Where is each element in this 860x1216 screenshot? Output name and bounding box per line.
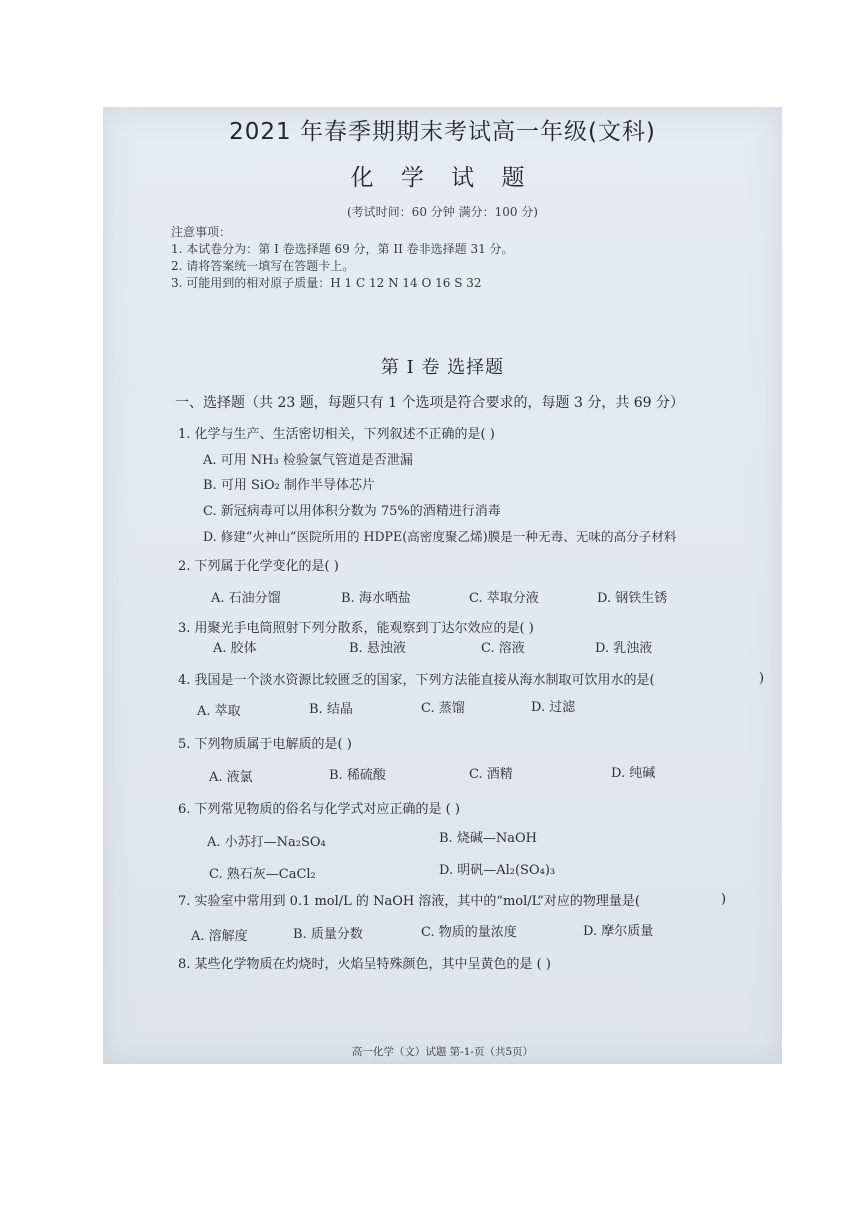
question-6-option-c: C. 熟石灰—CaCl₂ <box>209 867 316 882</box>
question-2-stem: 2. 下列属于化学变化的是( ) <box>178 559 339 574</box>
question-1-stem: 1. 化学与生产、生活密切相关，下列叙述不正确的是( ) <box>178 427 495 442</box>
section-instructions: 一、选择题（共 23 题，每题只有 1 个选项是符合要求的，每题 3 分，共 69 分） <box>175 395 685 411</box>
note-item-2: 2. 请将答案统一填写在答题卡上。 <box>171 259 355 273</box>
notes-heading: 注意事项： <box>171 225 232 239</box>
question-5-option-d: D. 纯碱 <box>611 766 656 781</box>
question-4-option-a: A. 萃取 <box>197 704 241 719</box>
question-5-option-b: B. 稀硫酸 <box>329 768 386 783</box>
question-2-option-c: C. 萃取分液 <box>469 591 539 606</box>
question-4-bracket: ) <box>759 671 765 686</box>
question-1-option-c: C. 新冠病毒可以用体积分数为 75%的酒精进行消毒 <box>203 504 501 519</box>
question-1-option-a: A. 可用 NH₃ 检验氯气管道是否泄漏 <box>203 453 413 468</box>
exam-title: 2021 年春季期期末考试高一年级(文科) <box>229 119 656 145</box>
note-item-3: 3. 可能用到的相对原子质量：H 1 C 12 N 14 O 16 S 32 <box>171 276 482 290</box>
question-4-option-d: D. 过滤 <box>531 700 576 715</box>
question-4-option-c: C. 蒸馏 <box>421 701 465 716</box>
question-7-option-b: B. 质量分数 <box>293 927 363 942</box>
question-3-stem: 3. 用聚光手电筒照射下列分散系，能观察到丁达尔效应的是( ) <box>178 621 534 636</box>
section-title: 第 I 卷 选择题 <box>380 357 505 378</box>
question-6-option-d: D. 明矾—Al₂(SO₄)₃ <box>439 863 556 878</box>
question-1-option-d: D. 修建“火神山”医院所用的 HDPE(高密度聚乙烯)膜是一种无毒、无味的高分子材料 <box>203 529 677 544</box>
question-5-option-a: A. 液氯 <box>209 770 253 785</box>
question-2-option-a: A. 石油分馏 <box>211 591 281 606</box>
note-item-1: 1. 本试卷分为：第 I 卷选择题 69 分，第 II 卷非选择题 31 分。 <box>171 242 514 256</box>
question-4-stem: 4. 我国是一个淡水资源比较匮乏的国家，下列方法能直接从海水制取可饮用水的是( <box>178 673 655 688</box>
question-7-option-a: A. 溶解度 <box>191 929 248 944</box>
question-4-option-b: B. 结晶 <box>309 702 353 717</box>
page-footer: 高一化学（文）试题 第-1-页（共5页） <box>351 1046 534 1058</box>
question-7-option-c: C. 物质的量浓度 <box>421 925 517 940</box>
question-6-option-a: A. 小苏打—Na₂SO₄ <box>207 835 326 850</box>
question-5-option-c: C. 酒精 <box>469 767 513 782</box>
question-8-stem: 8. 某些化学物质在灼烧时，火焰呈特殊颜色，其中呈黄色的是 ( ) <box>178 957 551 972</box>
question-3-option-c: C. 溶液 <box>481 641 525 656</box>
question-2-option-d: D. 钢铁生锈 <box>597 591 668 606</box>
question-3-option-b: B. 悬浊液 <box>349 641 406 656</box>
question-7-bracket: ) <box>721 892 727 907</box>
question-7-option-d: D. 摩尔质量 <box>583 924 654 939</box>
exam-info: (考试时间：60 分钟 满分：100 分) <box>347 205 538 219</box>
question-3-option-a: A. 胶体 <box>213 641 257 656</box>
question-6-stem: 6. 下列常见物质的俗名与化学式对应正确的是 ( ) <box>178 802 460 817</box>
question-6-option-b: B. 烧碱—NaOH <box>439 831 537 846</box>
subject-title: 化 学 试 题 <box>350 165 535 191</box>
question-5-stem: 5. 下列物质属于电解质的是( ) <box>178 737 352 752</box>
question-2-option-b: B. 海水晒盐 <box>341 591 411 606</box>
question-7-stem: 7. 实验室中常用到 0.1 mol/L 的 NaOH 溶液，其中的“mol/L”对应的物理量是( <box>178 894 640 909</box>
question-1-option-b: B. 可用 SiO₂ 制作半导体芯片 <box>203 478 376 493</box>
question-3-option-d: D. 乳浊液 <box>595 641 653 656</box>
exam-paper-photo <box>103 107 782 1064</box>
